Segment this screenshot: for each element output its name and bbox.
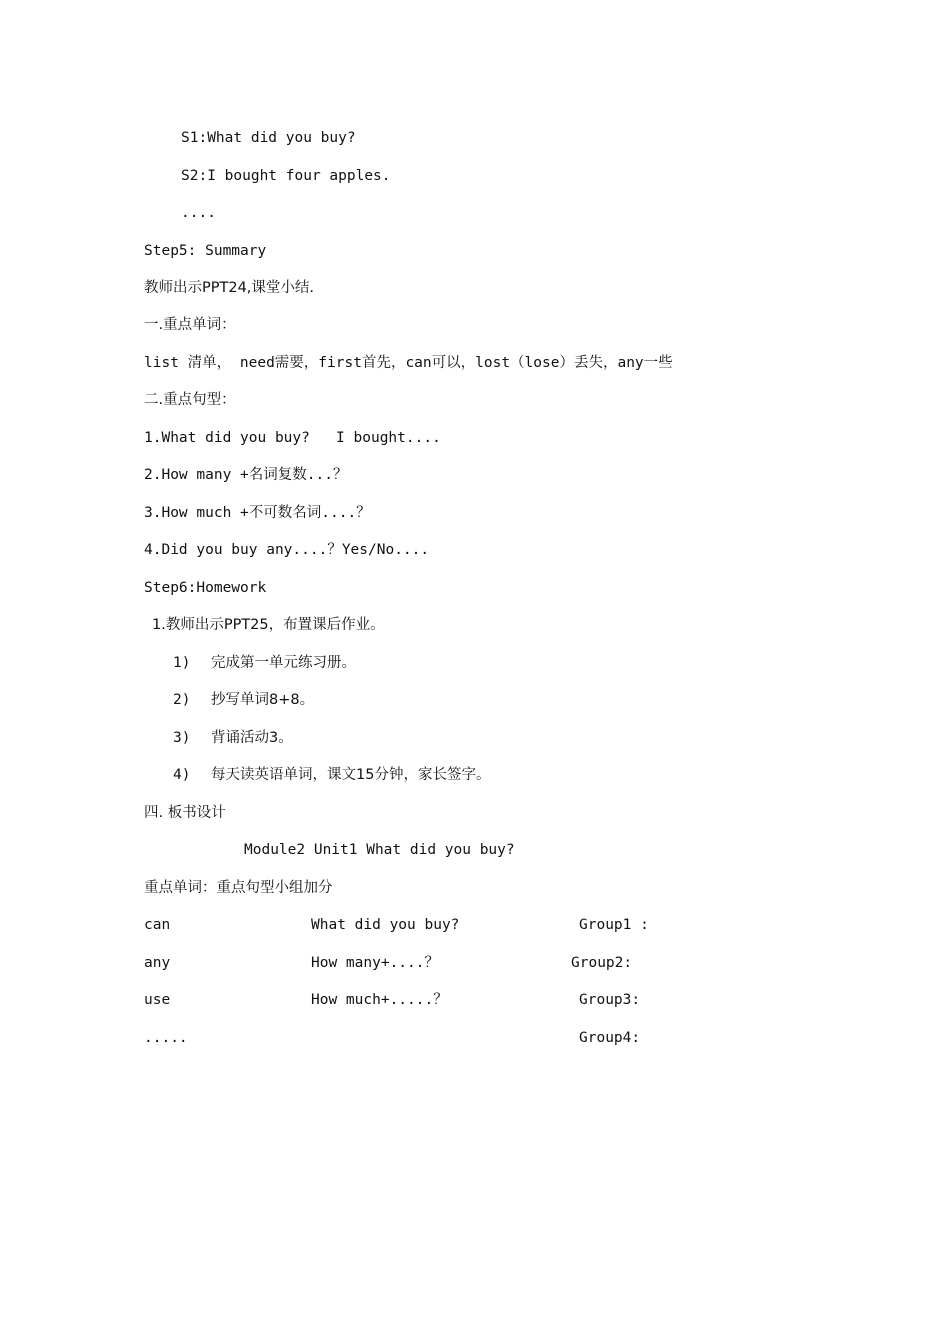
homework-num: 3): [173, 730, 191, 746]
step5-intro: 教师出示PPT24,课堂小结.: [144, 280, 315, 296]
step5-title: Step5: Summary: [144, 243, 267, 259]
board-group: Group2:: [571, 955, 633, 971]
sentence-item: 1.What did you buy? I bought....: [144, 430, 441, 446]
dialogue-s1: S1:What did you buy?: [181, 130, 356, 146]
step6-title: Step6:Homework: [144, 580, 267, 596]
board-sentence: How much+.....？: [311, 992, 448, 1008]
homework-text: 抄写单词8+8。: [211, 692, 315, 708]
sentence-item: 3.How much +不可数名词....？: [144, 505, 371, 521]
board-group: Group3:: [579, 992, 641, 1008]
homework-text: 完成第一单元练习册。: [211, 655, 356, 671]
dialogue-s2: S2:I bought four apples.: [181, 168, 391, 184]
homework-num: 1): [173, 655, 191, 671]
board-word: use: [144, 992, 171, 1008]
homework-text: 每天读英语单词，课文15分钟，家长签字。: [211, 767, 491, 783]
homework-num: 4): [173, 767, 191, 783]
board-word: .....: [144, 1030, 188, 1046]
homework-text: 背诵活动3。: [211, 730, 293, 746]
step6-intro: 1.教师出示PPT25，布置课后作业。: [152, 617, 385, 633]
sentence-item: 4.Did you buy any....？Yes/No....: [144, 542, 430, 558]
sentences-heading: 二.重点句型：: [144, 392, 236, 408]
words-heading: 一.重点单词：: [144, 317, 236, 333]
words-line: list 清单， need需要，first首先，can可以，lost（lose）丢失，any一些: [144, 355, 673, 371]
board-subheading: 重点单词：重点句型小组加分: [144, 880, 333, 896]
board-title: Module2 Unit1 What did you buy?: [244, 842, 515, 858]
homework-num: 2): [173, 692, 191, 708]
board-heading: 四. 板书设计: [144, 805, 226, 821]
board-group: Group4:: [579, 1030, 641, 1046]
board-sentence: What did you buy?: [311, 917, 460, 933]
sentence-item: 2.How many +名词复数...？: [144, 467, 348, 483]
board-word: any: [144, 955, 171, 971]
board-sentence: How many+....？: [311, 955, 439, 971]
board-word: can: [144, 917, 171, 933]
board-group: Group1 :: [579, 917, 649, 933]
dialogue-ellipsis: ....: [181, 205, 216, 221]
